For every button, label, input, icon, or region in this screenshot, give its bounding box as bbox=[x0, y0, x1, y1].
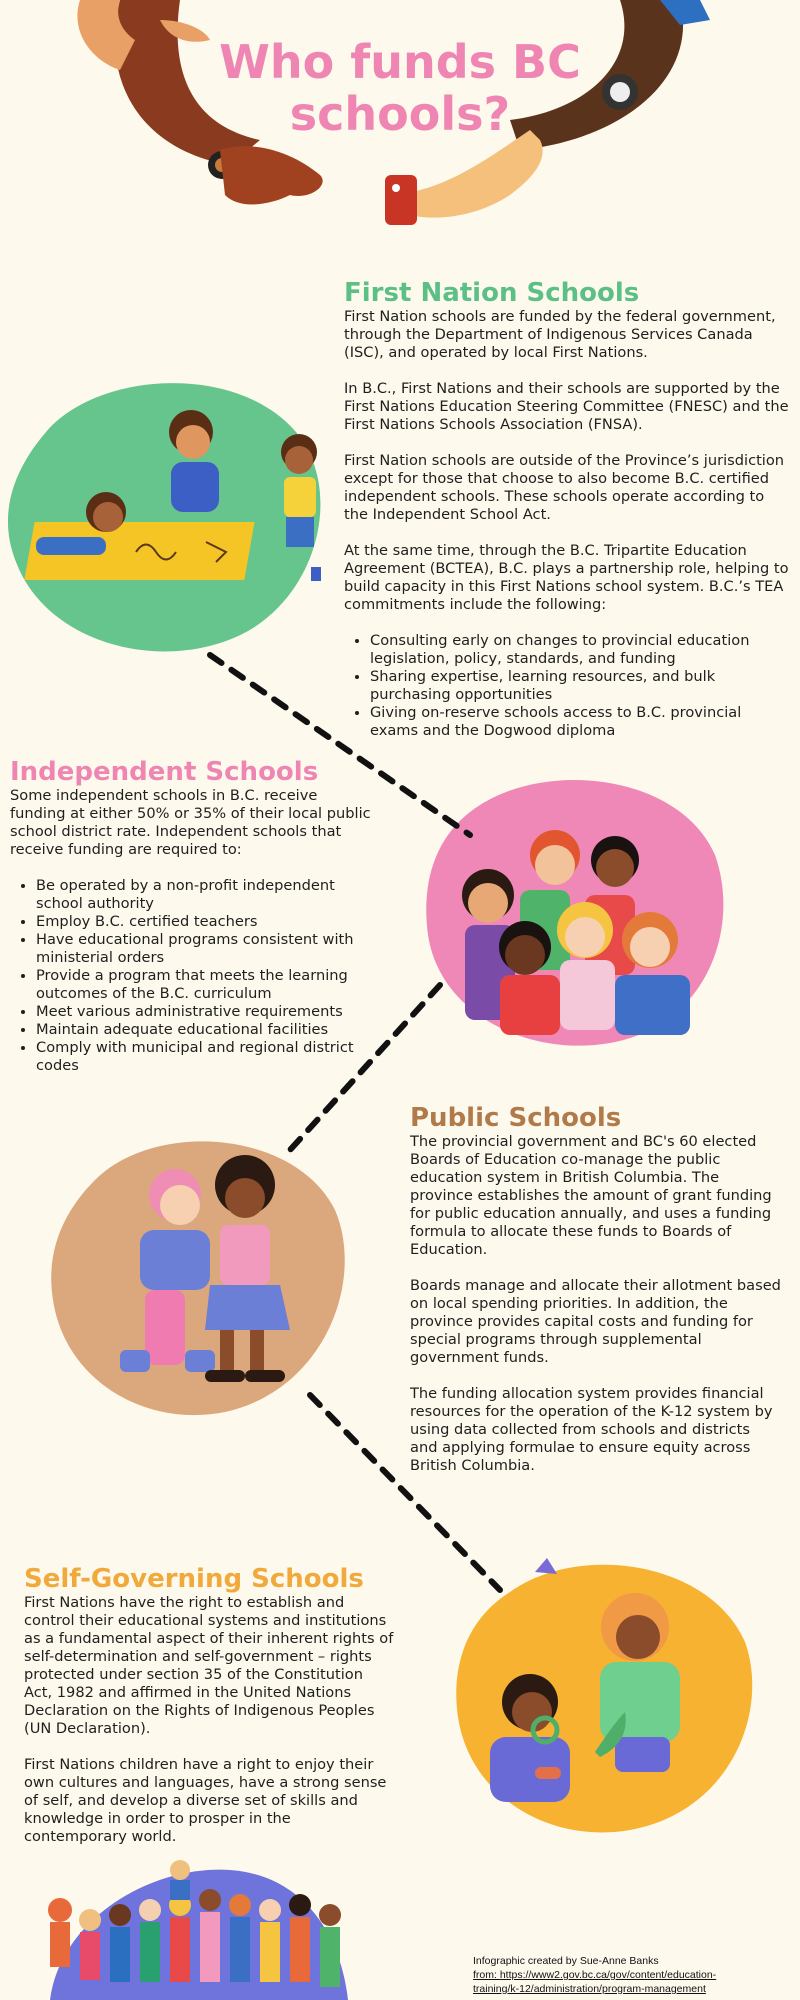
source-link-continued[interactable]: training/k-12/administration/program-management bbox=[473, 1983, 706, 1995]
kids-science-illustration bbox=[450, 1552, 760, 1837]
list-item: • Provide a program that meets the learning outcomes of the B.C. curriculum bbox=[36, 967, 376, 1003]
credit-author: Infographic created by Sue-Anne Banks bbox=[473, 1955, 659, 1967]
credit bbox=[473, 1954, 793, 1996]
list-item: • Sharing expertise, learning resources, and bulk purchasing opportunities bbox=[370, 668, 790, 704]
list-item: • Maintain adequate educational facilities bbox=[36, 1021, 376, 1039]
list-item: • Have educational programs consistent with ministerial orders bbox=[36, 931, 376, 967]
list-item: • Employ B.C. certified teachers bbox=[36, 913, 376, 931]
first-nation-bullets bbox=[344, 632, 790, 740]
independent-section bbox=[10, 757, 376, 1075]
page-title: Who funds BC schools? bbox=[219, 35, 581, 141]
public-body bbox=[410, 1133, 782, 1475]
first-nation-paragraph: In B.C., First Nations and their schools are supported by the First Nations Education Steering Committee (FNESC) and the First Nations Schools Association (FNSA). bbox=[344, 380, 789, 433]
public-section bbox=[410, 1103, 782, 1493]
source-link[interactable]: from: https://www2.gov.bc.ca/gov/content/education- bbox=[473, 1969, 717, 1981]
list-item: • Comply with municipal and regional district codes bbox=[36, 1039, 376, 1075]
independent-heading: Independent Schools bbox=[10, 757, 319, 787]
crowd-illustration bbox=[30, 1850, 350, 2000]
public-paragraph: The provincial government and BC's 60 elected Boards of Education co-manage the public education system in British Columbia. The province establishes the amount of grant funding for public education annually, and uses a funding formula to allocate these funds to Boards of Education. bbox=[410, 1133, 772, 1258]
public-paragraph: Boards manage and allocate their allotment based on local spending priorities. In addition, the province provides capital costs and funding for special programs through supplemental government funds. bbox=[410, 1277, 781, 1366]
first-nation-paragraph: At the same time, through the B.C. Tripartite Education Agreement (BCTEA), B.C. plays a partnership role, helping to build capacity in this First Nations school system. B.C.’s TEA commitments include the following: bbox=[344, 542, 789, 613]
first-nation-section bbox=[344, 278, 790, 740]
list-item: • Meet various administrative requirements bbox=[36, 1003, 376, 1021]
independent-body bbox=[10, 787, 376, 1075]
public-heading: Public Schools bbox=[410, 1103, 622, 1133]
children-drawing-illustration bbox=[6, 372, 331, 662]
public-paragraph: The funding allocation system provides financial resources for the operation of the K-12 system by using data collected from schools and districts and applying formulae to ensure equity across British Columbia. bbox=[410, 1385, 773, 1474]
list-item: • Giving on-reserve schools access to B.C. provincial exams and the Dogwood diploma bbox=[370, 704, 790, 740]
first-nation-body bbox=[344, 308, 790, 740]
independent-bullets bbox=[10, 877, 376, 1075]
self-governing-paragraph: First Nations have the right to establish and control their educational systems and institutions as a fundamental aspect of their inherent rights of self-determination and self-government – rights protected under section 35 of the Constitution Act, 1982 and affirmed in the United Nations Declaration on the Rights of Indigenous Peoples (UN Declaration). bbox=[24, 1594, 394, 1737]
two-girls-illustration bbox=[45, 1130, 350, 1420]
first-nation-heading: First Nation Schools bbox=[344, 278, 640, 308]
list-item: • Consulting early on changes to provincial education legislation, policy, standards, and funding bbox=[370, 632, 790, 668]
kids-group-illustration bbox=[420, 775, 730, 1050]
self-governing-heading: Self-Governing Schools bbox=[24, 1564, 364, 1594]
first-nation-paragraph: First Nation schools are funded by the federal government, through the Department of Indigenous Services Canada (ISC), and operated by local First Nations. bbox=[344, 308, 776, 361]
self-governing-paragraph: First Nations children have a right to enjoy their own cultures and languages, have a strong sense of self, and develop a diverse set of skills and knowledge in order to prosper in the contemporary world. bbox=[24, 1756, 387, 1845]
self-governing-body bbox=[24, 1594, 394, 1846]
independent-intro: Some independent schools in B.C. receive funding at either 50% or 35% of their local public school district rate. Independent schools that receive funding are required to: bbox=[10, 787, 371, 858]
self-governing-section bbox=[24, 1564, 394, 1864]
first-nation-paragraph: First Nation schools are outside of the Province’s jurisdiction except for those that choose to also become B.C. certified independent schools. These schools operate according to the Independent School Act. bbox=[344, 452, 785, 523]
list-item: • Be operated by a non-profit independent school authority bbox=[36, 877, 376, 913]
